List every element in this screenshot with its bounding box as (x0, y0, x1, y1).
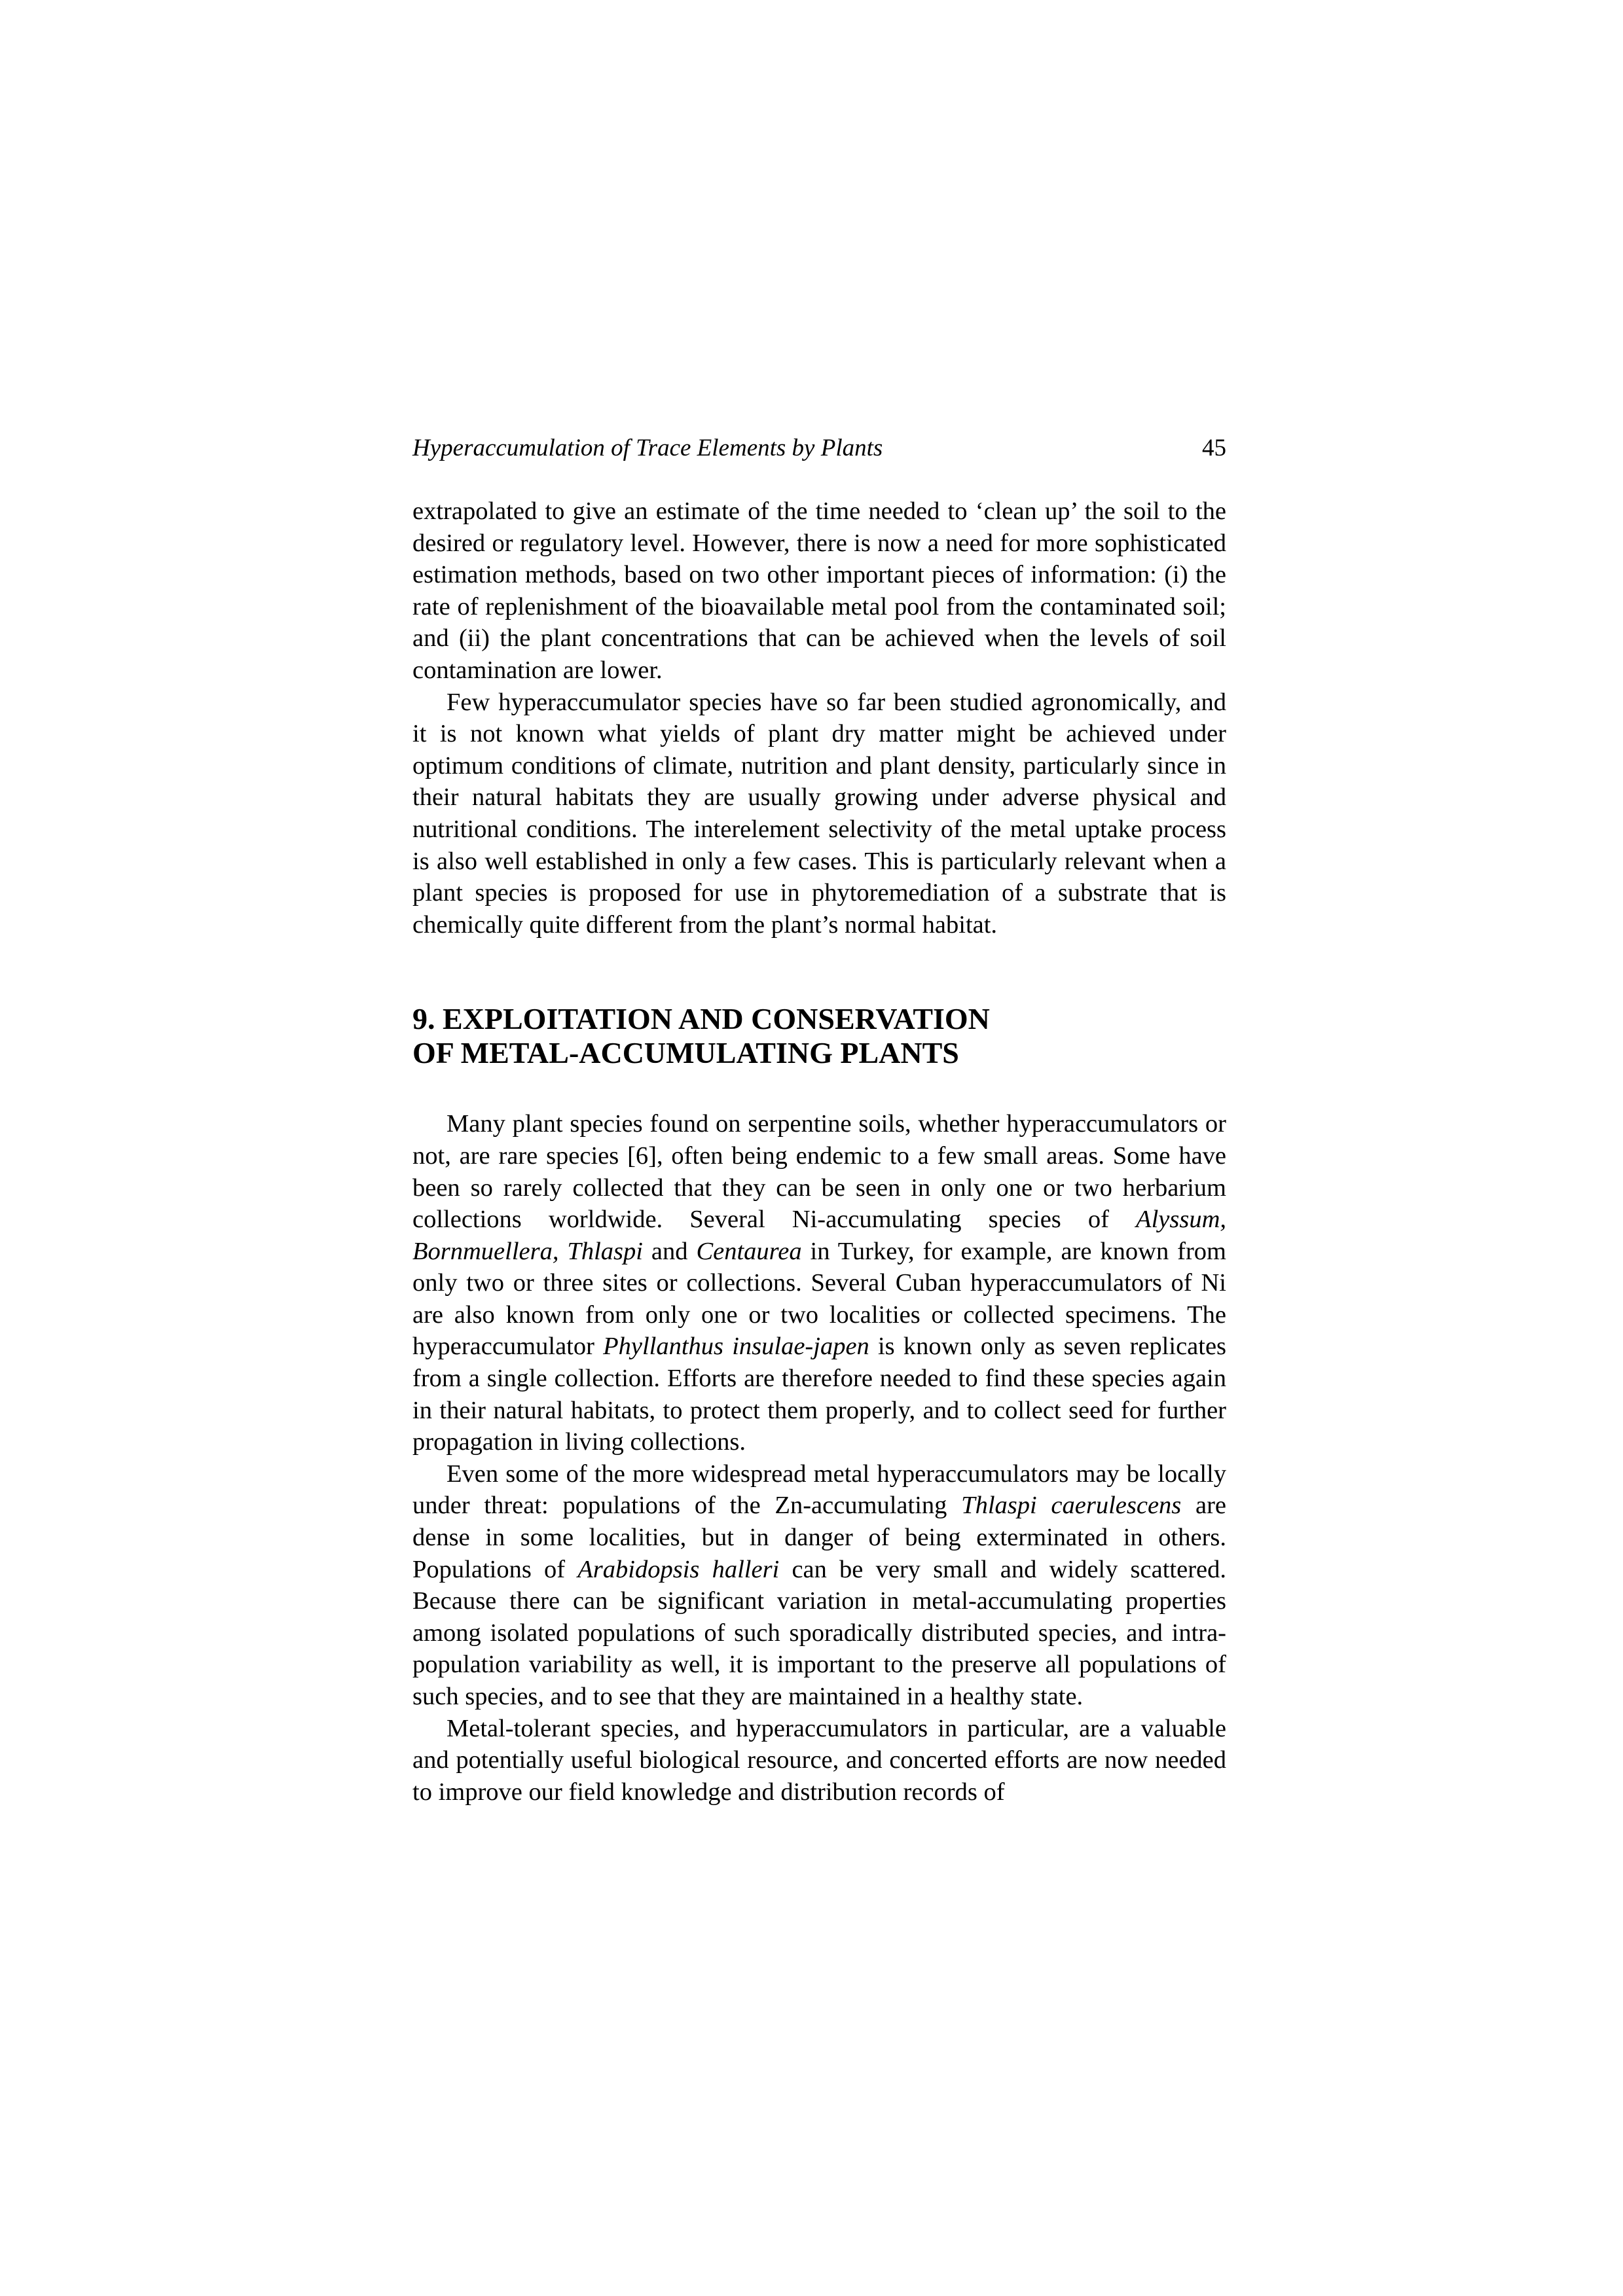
text-run: is known only as seven replicates from a single collection. Efforts are therefore needed to find these species again in their natural habitats, to protect them properly, and to collect seed for further propagation in living collections. (412, 1333, 1227, 1456)
text-run: can be very small and widely scattered. Because there can be significant variation in metal-accumulating properties among isolated populations of such sporadically distributed species, and intra-population variability as well, it is important to the preserve all populations of such species, and to see that they are maintained in a healthy state. (412, 1555, 1226, 1710)
text-run: are dense in some localities, but in danger of being exterminated in others. Populations of (412, 1492, 1226, 1583)
paragraph: extrapolated to give an estimate of the time needed to ‘clean up’ the soil to the desired or regulatory level. However, there is now a need for more sophisticated estimation methods, based on two other important pieces of information: (i) the rate of replenishment of the bioavailable metal pool from the contaminated soil; and (ii) the plant concentrations that can be achieved when the levels of soil contamination are lower. (412, 497, 1226, 684)
species-name: Centaurea (696, 1237, 802, 1265)
body-text (412, 495, 1226, 941)
species-name: Alyssum, Bornmuellera, Thlaspi (412, 1206, 1226, 1265)
page-content (412, 429, 1226, 1808)
running-title: Hyperaccumulation of Trace Elements by Plants (412, 435, 883, 461)
paragraph (412, 1458, 1226, 1713)
section-heading (412, 1002, 1226, 1070)
text-run: Many plant species found on serpentine soils, whether hyperaccumulators or not, are rare species [6], often being endemic to a few small areas. Some have been so rarely collected that they can be seen in only one or two herbarium collections worldwide. Several Ni-accumulating species of (412, 1110, 1226, 1234)
paragraph: Metal-tolerant species, and hyperaccumulators in particular, are a valuable and potentially useful biological resource, and concerted efforts are now needed to improve our field knowledge and distribution records of (412, 1714, 1226, 1806)
paragraph (412, 1108, 1226, 1458)
page-number: 45 (1202, 435, 1226, 461)
species-name: Phyllanthus insulae-japen (603, 1333, 869, 1361)
text-run: Even some of the more widespread metal hyperaccumulators may be locally under threat: populations of the Zn-accumulating (412, 1460, 1226, 1520)
section-body (412, 1108, 1226, 1808)
paragraph: Few hyperaccumulator species have so far been studied agronomically, and it is not known what yields of plant dry matter might be achieved under optimum conditions of climate, nutrition and plant density, particularly since in their natural habitats they are usually growing under adverse physical and nutritional conditions. The interelement selectivity of the metal uptake process is also well established in only a few cases. This is particularly relevant when a plant species is proposed for use in phytoremediation of a substrate that is chemically quite different from the plant’s normal habitat. (412, 688, 1226, 939)
text-run: in Turkey, for example, are known from only two or three sites or collections. Several Cuban hyperaccumulators of Ni are also known from only one or two localities or collected specimens. The hyperaccumulator (412, 1237, 1226, 1361)
species-name: Arabidopsis halleri (577, 1555, 780, 1583)
section-heading-line: 9. EXPLOITATION AND CONSERVATION (412, 1002, 990, 1036)
running-header (412, 429, 1226, 468)
text-run: and (642, 1237, 697, 1265)
section-heading-line: OF METAL-ACCUMULATING PLANTS (412, 1036, 959, 1070)
species-name: Thlaspi caerulescens (961, 1492, 1182, 1520)
